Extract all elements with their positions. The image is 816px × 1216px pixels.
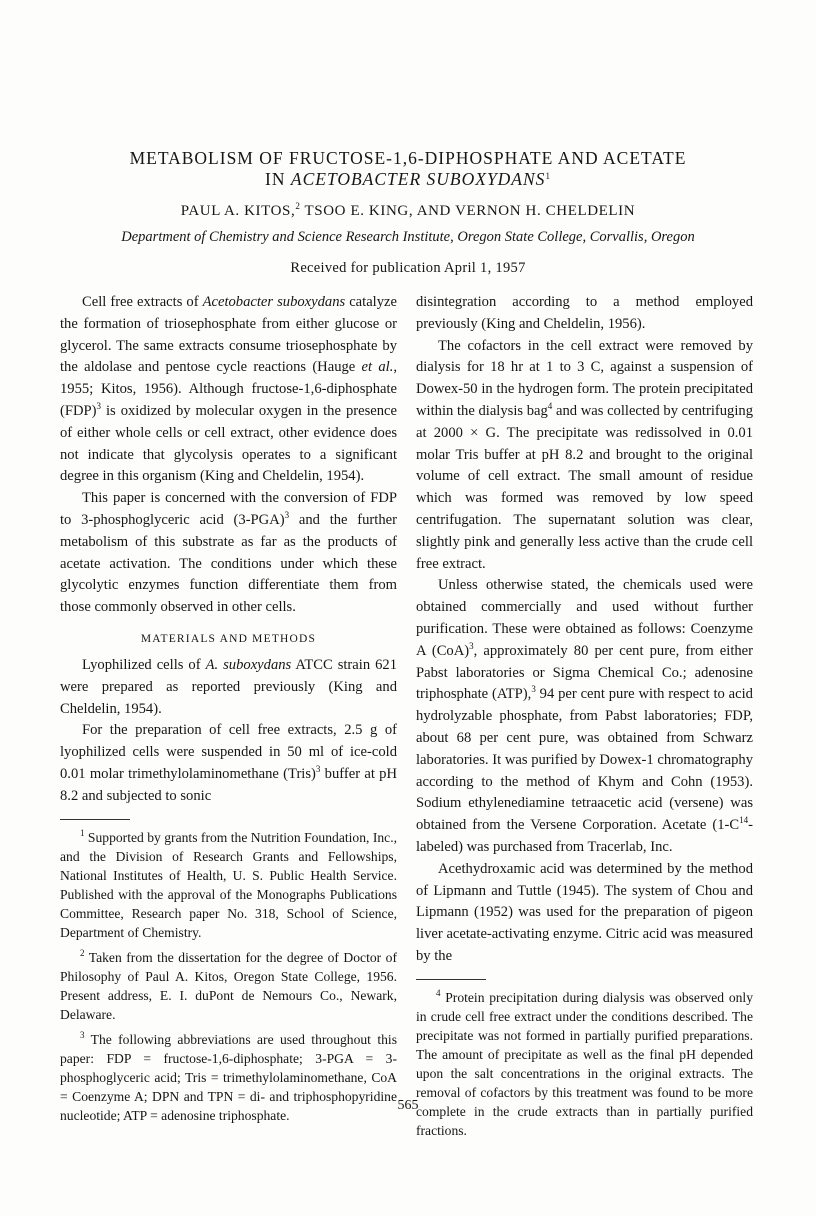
footnote-4: $^4$ Protein precipitation during dialysis was observed only in crude cell free extract under the conditions described. The precipitate was not formed in partially purified preparations. The amount of precipitate as well as the final pH depended upon the salt concentrations in the original extracts. The removal of cofactors by this treatment was found to be more complete in the crude extracts than in partially purified fractions.: [416, 987, 753, 1138]
methods-paragraph-2-continued: disintegration according to a method employed previously (King and Cheldelin, 1956).: [416, 294, 753, 332]
section-heading-materials-methods: MATERIALS AND METHODS: [140, 632, 317, 645]
title-line-2-prefix: IN: [265, 169, 286, 189]
footnote-divider: [60, 819, 130, 820]
footnote-ref: 3: [284, 509, 290, 520]
methods-paragraph-5: Acethydroxamic acid was determined by the method of Lipmann and Tuttle (1945). The system of Chou and Lipmann (1952) was used for the preparation of pigeon liver acetate-activating enzyme. Citric acid was measured by the: [416, 860, 753, 964]
left-column: [60, 292, 397, 1125]
footnote-1: $^1$ Supported by grants from the Nutrition Foundation, Inc., and the Division of Research Grants and Fellowships, National Institutes of Health, U. S. Public Health Service. Published with the approval of the Monographs Publications Committee, Research paper No. 318, School of Science, Department of Chemistry.: [60, 827, 397, 940]
title-footnote-mark: 1: [545, 171, 551, 181]
affiliation: Department of Chemistry and Science Research Institute, Oregon State College, Corvallis, Oregon: [121, 229, 695, 245]
footnote-divider: [416, 979, 486, 980]
methods-paragraph-3: The cofactors in the cell extract were removed by dialysis for 18 hr at 1 to 3 C, against a suspension of Dowex-50 in the hydrogen form. The protein precipitated within the dialysis bag$^4$ and was collected by centrifuging at 2000 × G. The precipitate was redissolved in 0.01 molar Tris buffer at pH 8.2 and brought to the original volume of cell extract. The small amount of residue which was formed was removed by low speed centrifugation. The supernatant solution was clear, slightly pink and generally less active than the crude cell free extract.: [416, 337, 753, 572]
title-organism: ACETOBACTER SUBOXYDANS: [290, 169, 546, 189]
author-list: [60, 203, 756, 220]
received-date: Received for publication April 1, 1957: [290, 260, 526, 276]
intro-paragraph-1: Cell free extracts of Acetobacter suboxydans catalyze the formation of triosephosphate from either glucose or glycerol. The same extracts consume triosephosphate by the aldolase and pentose cycle reactions (Hauge et al., 1955; Kitos, 1956). Although fructose-1,6-diphosphate (FDP)$^3$ is oxidized by molecular oxygen in the presence of either whole cells or cell extract, other evidence does not indicate that glycolysis operates to a significant degree in this organism (King and Cheldelin, 1954).: [60, 294, 397, 485]
footnote-ref: 3: [96, 400, 101, 411]
author-first: PAUL A. KITOS,: [180, 203, 296, 219]
footnote-ref: 4: [547, 400, 553, 411]
methods-paragraph-1: Lyophilized cells of A. suboxydans ATCC strain 621 were prepared as reported previously (King and Cheldelin, 1954).: [60, 656, 398, 717]
methods-paragraph-2: For the preparation of cell free extracts, 2.5 g of lyophilized cells were suspended in 50 ml of ice-cold 0.01 molar trimethylolaminomethane (Tris)$^3$ buffer at pH 8.2 and subjected to sonic: [60, 722, 397, 804]
title-line-2: [60, 169, 756, 190]
footnote-3: $^3$ The following abbreviations are used throughout this paper: FDP = fructose-1,6-diphosphate; 3-PGA = 3-phosphoglyceric acid; Tris = trimethylolaminomethane, CoA = Coenzyme A; DPN and TPN = di- and triphosphopyridine nucleotide; ATP = adenosine triphosphate.: [60, 1029, 397, 1123]
author-footnote-mark: 2: [295, 201, 301, 211]
page-number: 565: [397, 1098, 419, 1113]
methods-paragraph-4: Unless otherwise stated, the chemicals used were obtained commercially and used without further purification. These were obtained as follows: Coenzyme A (CoA)$^3$, approximately 80 per cent pure, from either Pabst laboratories or Sigma Chemical Co.; adenosine triphosphate (ATP),$^3$ 94 per cent pure with respect to acid hydrolyzable phosphate, from Pabst laboratories; FDP, about 68 per cent pure, was obtained from Schwarz laboratories. It was purified by Dowex-1 chromatography according to the method of Khym and Cohn (1953). Sodium ethylenediamine tetraacetic acid (versene) was obtained from the Versene Corporation. Acetate $(1-C^{14}-labeled)$ was purchased from Tracerlab, Inc.: [416, 577, 754, 855]
footnote-ref: 3: [469, 640, 474, 651]
footnote-ref: 3: [315, 763, 321, 774]
title-line-1: METABOLISM OF FRUCTOSE-1,6-DIPHOSPHATE AND ACETATE: [129, 148, 687, 168]
footnote-ref: 3: [531, 684, 536, 695]
article-title: [60, 148, 756, 190]
footnote-2: $^2$ Taken from the dissertation for the degree of Doctor of Philosophy of Paul A. Kitos, Oregon State College, 1956. Present address, E. I. duPont de Nemours Co., Newark, Delaware.: [60, 947, 397, 1022]
intro-paragraph-2: This paper is concerned with the conversion of FDP to 3-phosphoglyceric acid $(3-PGA)^3$ and the further metabolism of this substrate as far as the products of acetate activation. The conditions under which these glycolytic enzymes function differentiate them from those commonly observed in other cells.: [60, 490, 397, 616]
isotope-superscript: 14: [739, 815, 749, 826]
author-rest: TSOO E. KING, AND VERNON H. CHELDELIN: [304, 203, 636, 219]
right-column: [416, 292, 753, 1140]
